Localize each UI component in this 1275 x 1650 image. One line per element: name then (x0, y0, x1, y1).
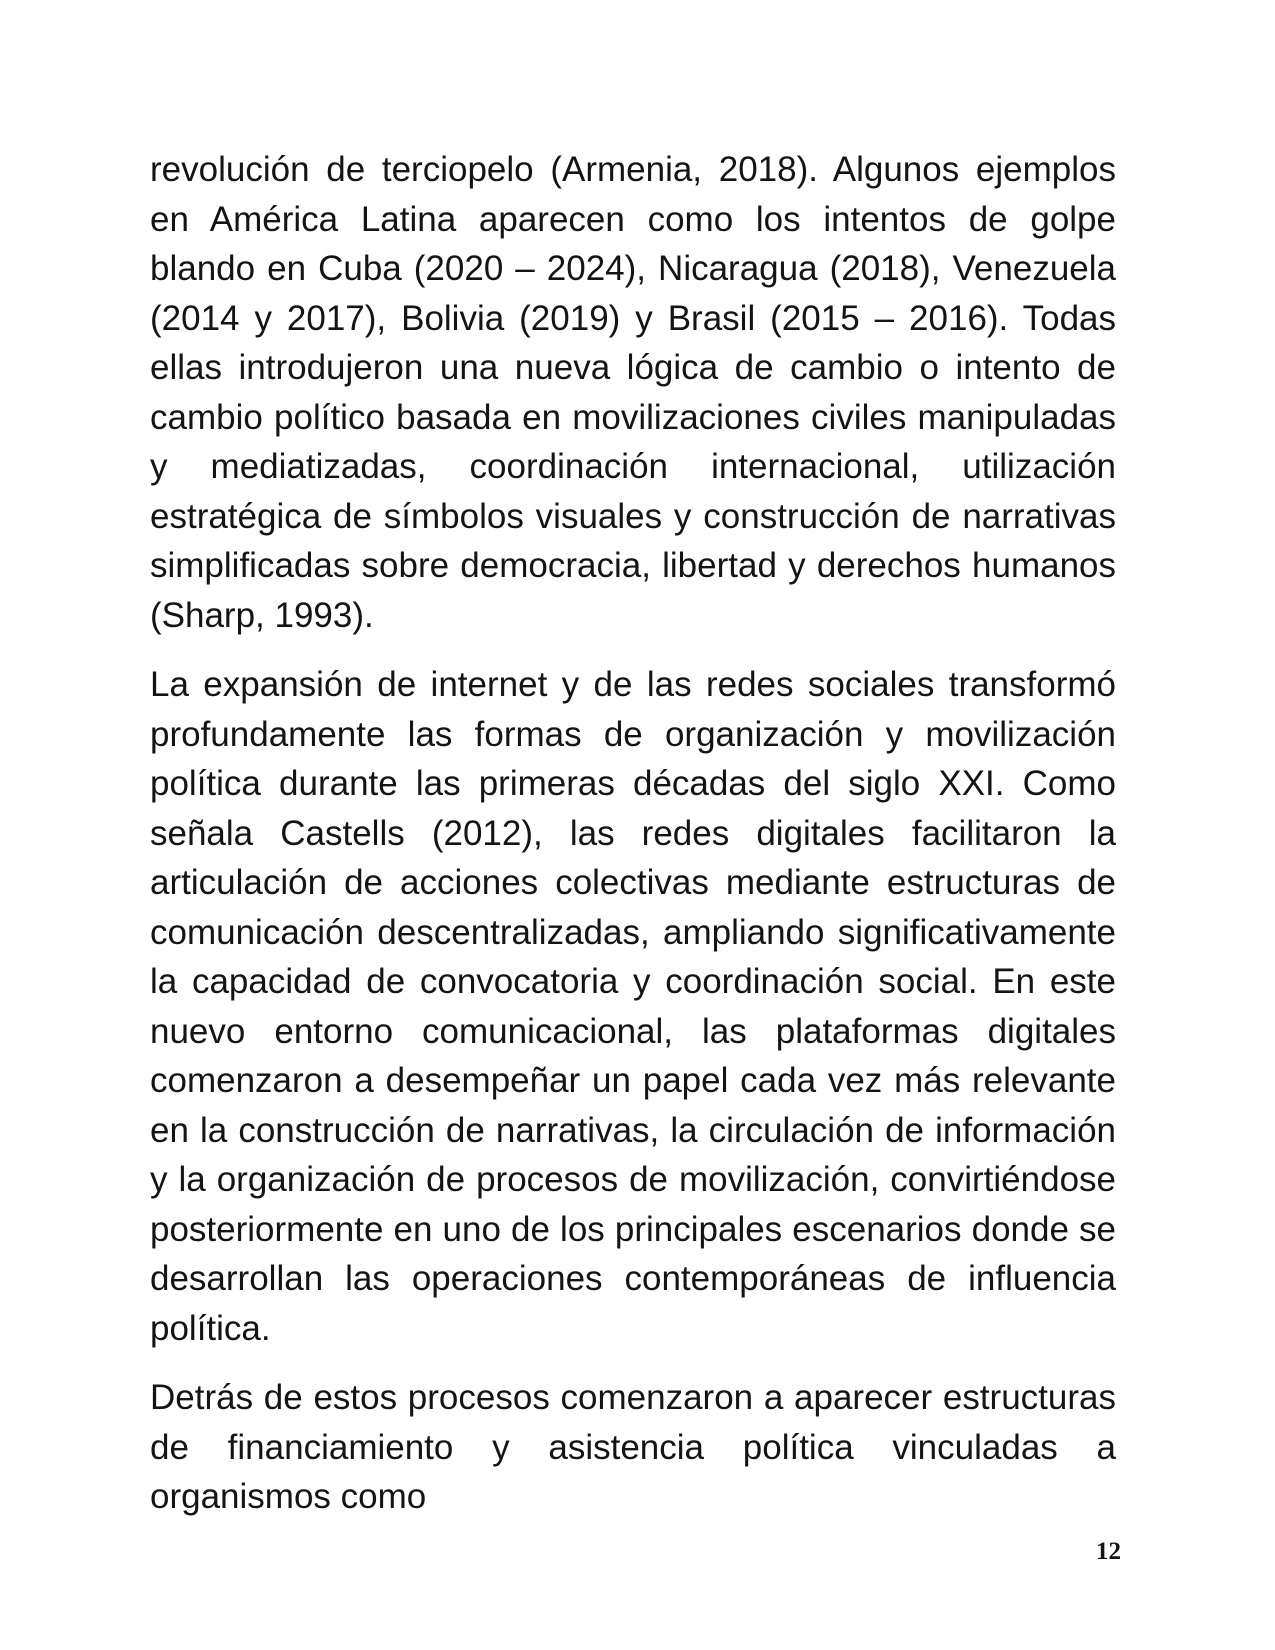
paragraph-3: Detrás de estos procesos comenzaron a aparecer estructuras de financiamiento y asistencia política vinculadas a organismos como (150, 1378, 1116, 1516)
paragraph-1: revolución de terciopelo (Armenia, 2018). Algunos ejemplos en América Latina aparecen como los intentos de golpe blando en Cuba (2020 – 2024), Nicaragua (2018), Venezuela (2014 y 2017), Bolivia (2019) y Brasil (2015 – 2016). Todas ellas introdujeron una nueva lógica de cambio o intento de cambio político basada en movilizaciones civiles manipuladas y mediatizadas, coordinación internacional, utilización estratégica de símbolos visuales y construcción de narrativas simplificadas sobre democracia, libertad y derechos humanos (Sharp, 1993). (150, 150, 1116, 635)
body-text (150, 145, 1116, 1542)
page-number: 12 (1096, 1538, 1121, 1565)
paragraph-2: La expansión de internet y de las redes sociales transformó profundamente las formas de organización y movilización política durante las primeras décadas del siglo XXI. Como señala Castells (2012), las redes digitales facilitaron la articulación de acciones colectivas mediante estructuras de comunicación descentralizadas, ampliando significativamente la capacidad de convocatoria y coordinación social. En este nuevo entorno comunicacional, las plataformas digitales comenzaron a desempeñar un papel cada vez más relevante en la construcción de narrativas, la circulación de información y la organización de procesos de movilización, convirtiéndose posteriormente en uno de los principales escenarios donde se desarrollan las operaciones contemporáneas de influencia política. (150, 665, 1116, 1348)
